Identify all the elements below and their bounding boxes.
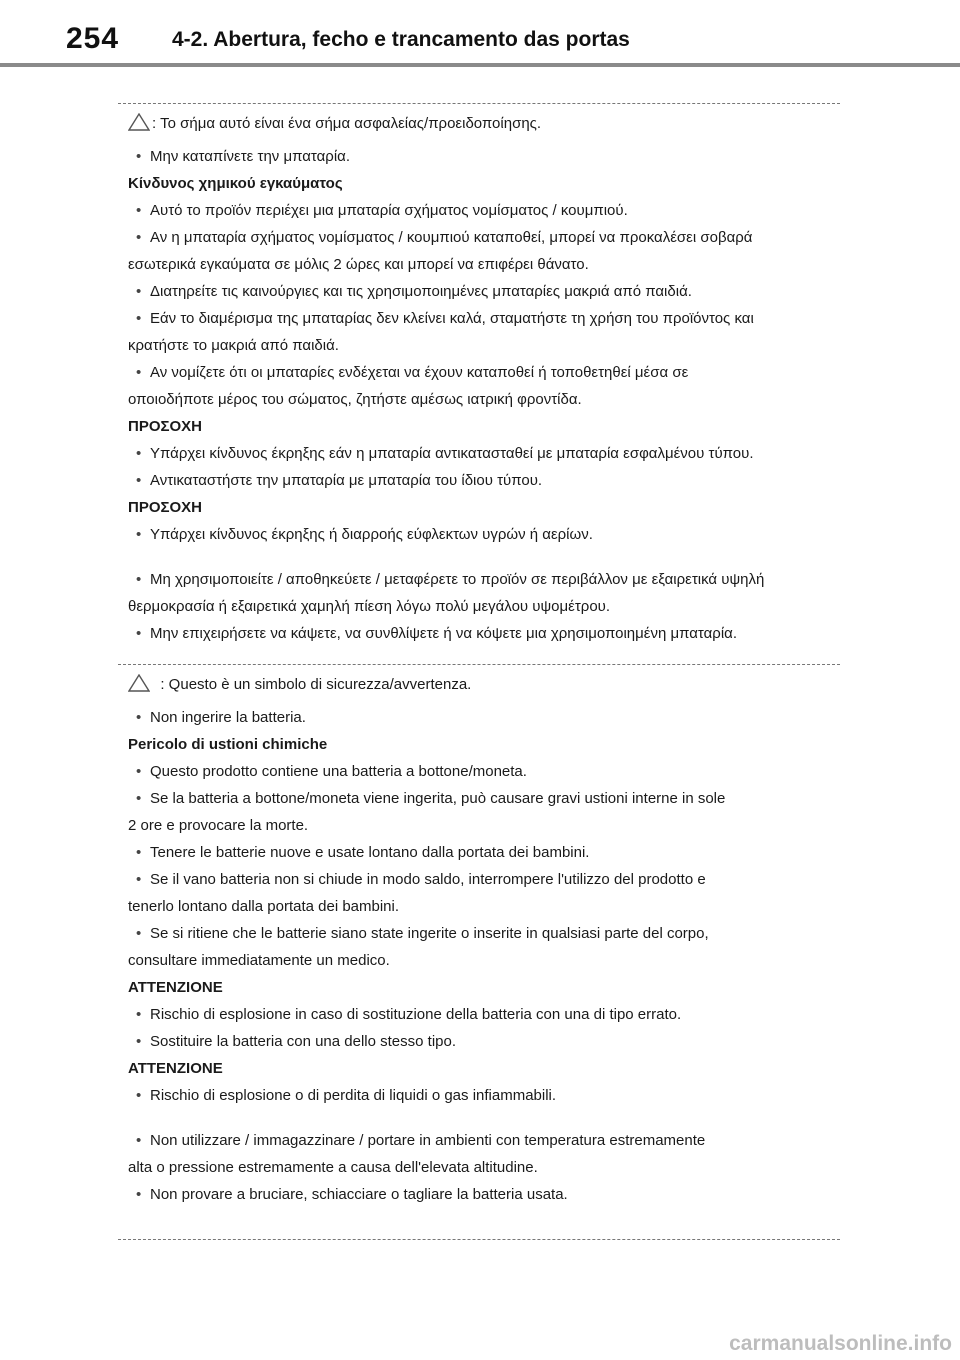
list-item: • Αντικαταστήστε την μπαταρία με μπαταρία του ίδιου τύπου. <box>128 467 832 494</box>
list-item: • Non utilizzare / immagazzinare / portare in ambienti con temperatura estremamente <box>128 1127 832 1154</box>
warning-triangle-icon <box>128 113 150 131</box>
warning-line: : Το σήμα αυτό είναι ένα σήμα ασφαλείας/προειδοποίησης. <box>128 104 832 143</box>
list-item: • Sostituire la batteria con una dello stesso tipo. <box>128 1028 832 1055</box>
list-item: • Αυτό το προϊόν περιέχει μια μπαταρία σχήματος νομίσματος / κουμπιού. <box>128 197 832 224</box>
bullet-icon: • <box>136 445 142 462</box>
bullet-icon: • <box>136 1186 142 1203</box>
list-item: • Αν η μπαταρία σχήματος νομίσματος / κουμπιού καταποθεί, μπορεί να προκαλέσει σοβαρά <box>128 224 832 251</box>
page-header <box>0 0 960 70</box>
list-item: • Se si ritiene che le batterie siano state ingerite o inserite in qualsiasi parte del corpo, <box>128 920 832 947</box>
list-item: • Αν νομίζετε ότι οι μπαταρίες ενδέχεται να έχουν καταποθεί ή τοποθετηθεί μέσα σε <box>128 359 832 386</box>
list-item: • Rischio di esplosione in caso di sostituzione della batteria con una di tipo errato. <box>128 1001 832 1028</box>
bullet-icon: • <box>136 472 142 489</box>
list-item: • Εάν το διαμέρισμα της μπαταρίας δεν κλείνει καλά, σταματήστε τη χρήση του προϊόντος και <box>128 305 832 332</box>
list-item-continuation: alta o pressione estremamente a causa dell'elevata altitudine. <box>128 1159 538 1176</box>
list-item: • Μην καταπίνετε την μπαταρία. <box>128 143 832 170</box>
bullet-icon: • <box>136 526 142 543</box>
bullet-icon: • <box>136 148 142 165</box>
list-item-continuation: consultare immediatamente un medico. <box>128 952 390 969</box>
bullet-icon: • <box>136 925 142 942</box>
list-item: • Non ingerire la batteria. <box>128 704 832 731</box>
list-item: • Non provare a bruciare, schiacciare o tagliare la batteria usata. <box>128 1181 832 1208</box>
list-item-continuation: οποιοδήποτε μέρος του σώματος, ζητήστε αμέσως ιατρική φροντίδα. <box>128 391 582 408</box>
bullet-icon: • <box>136 283 142 300</box>
bullet-icon: • <box>136 1087 142 1104</box>
list-item: • Μη χρησιμοποιείτε / αποθηκεύετε / μεταφέρετε το προϊόν σε περιβάλλον με εξαιρετικά υψηλή <box>128 566 832 593</box>
bullet-icon: • <box>136 571 142 588</box>
bullet-icon: • <box>136 709 142 726</box>
header-rule <box>0 63 960 67</box>
subheading: Κίνδυνος χημικού εγκαύματος <box>128 175 343 192</box>
bullet-icon: • <box>136 844 142 861</box>
list-item: • Διατηρείτε τις καινούργιες και τις χρησιμοποιημένες μπαταρίες μακριά από παιδιά. <box>128 278 832 305</box>
warning-line: : Questo è un simbolo di sicurezza/avvertenza. <box>128 665 832 704</box>
list-item: • Υπάρχει κίνδυνος έκρηξης ή διαρροής εύφλεκτων υγρών ή αερίων. <box>128 521 832 548</box>
subheading: ATTENZIONE <box>128 979 223 996</box>
list-item: • Se il vano batteria non si chiude in modo saldo, interrompere l'utilizzo del prodotto e <box>128 866 832 893</box>
list-item: • Rischio di esplosione o di perdita di liquidi o gas infiammabili. <box>128 1082 832 1109</box>
list-item-continuation: tenerlo lontano dalla portata dei bambini. <box>128 898 400 915</box>
list-item-continuation: κρατήστε το μακριά από παιδιά. <box>128 337 339 354</box>
list-item-continuation: 2 ore e provocare la morte. <box>128 817 309 834</box>
spacer <box>128 1109 832 1127</box>
spacer <box>128 548 832 566</box>
list-item: • Questo prodotto contiene una batteria a bottone/moneta. <box>128 758 832 785</box>
list-item-continuation: θερμοκρασία ή εξαιρετικά χαμηλή πίεση λόγω πολύ μεγάλου υψομέτρου. <box>128 598 611 615</box>
watermark: carmanualsonline.info <box>729 1332 952 1355</box>
bullet-icon: • <box>136 1033 142 1050</box>
bullet-icon: • <box>136 871 142 888</box>
bullet-icon: • <box>136 1132 142 1149</box>
list-item: • Μην επιχειρήσετε να κάψετε, να συνθλίψετε ή να κόψετε μια χρησιμοποιημένη μπαταρία. <box>128 620 832 647</box>
bullet-icon: • <box>136 790 142 807</box>
page-number: 254 <box>66 22 120 55</box>
list-item: • Tenere le batterie nuove e usate lontano dalla portata dei bambini. <box>128 839 832 866</box>
warning-triangle-icon <box>128 674 150 692</box>
bullet-icon: • <box>136 763 142 780</box>
list-item: • Se la batteria a bottone/moneta viene ingerita, può causare gravi ustioni interne in sole <box>128 785 832 812</box>
subheading: Pericolo di ustioni chimiche <box>128 736 328 753</box>
subheading: ΠΡΟΣΟΧΗ <box>128 499 203 516</box>
notice-italian <box>118 664 840 1240</box>
notice-greek <box>118 103 840 665</box>
bullet-icon: • <box>136 364 142 381</box>
bullet-icon: • <box>136 202 142 219</box>
list-item: • Υπάρχει κίνδυνος έκρηξης εάν η μπαταρία αντικατασταθεί με μπαταρία εσφαλμένου τύπου. <box>128 440 832 467</box>
bullet-icon: • <box>136 1006 142 1023</box>
subheading: ATTENZIONE <box>128 1060 223 1077</box>
list-item-continuation: εσωτερικά εγκαύματα σε μόλις 2 ώρες και μπορεί να επιφέρει θάνατο. <box>128 256 589 273</box>
bullet-icon: • <box>136 310 142 327</box>
bullet-icon: • <box>136 625 142 642</box>
section-title: 4-2. Abertura, fecho e trancamento das portas <box>172 28 630 51</box>
bullet-icon: • <box>136 229 142 246</box>
subheading: ΠΡΟΣΟΧΗ <box>128 418 203 435</box>
